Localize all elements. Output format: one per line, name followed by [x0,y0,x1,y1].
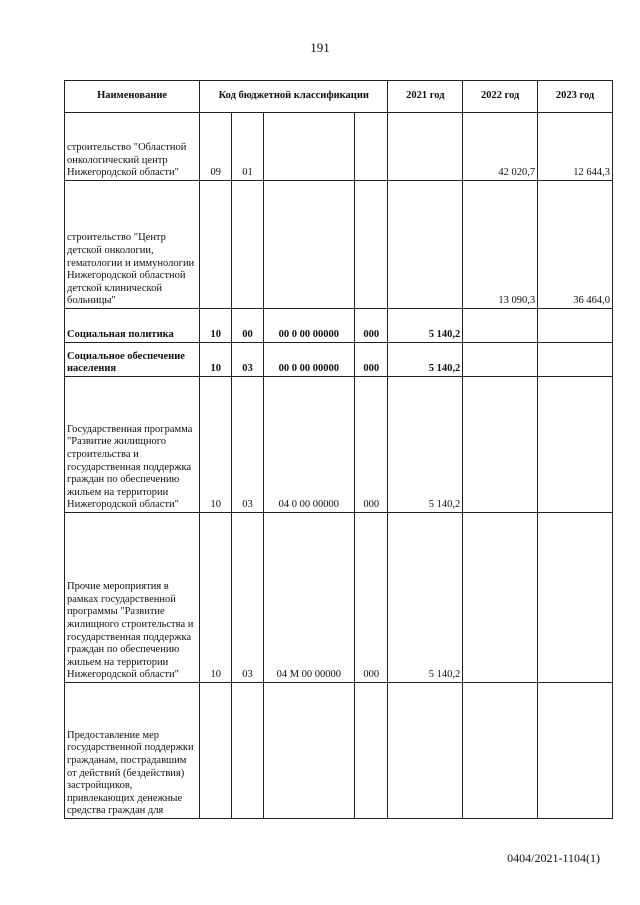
code-target: 00 0 00 00000 [263,309,355,343]
code-target [263,113,355,181]
header-code: Код бюджетной классификации [200,81,388,113]
value-2022: 13 090,3 [463,181,538,309]
budget-table [64,80,613,819]
code-expense-type: 000 [355,377,388,513]
code-target: 04 М 00 00000 [263,513,355,683]
value-2022 [463,377,538,513]
code-expense-type [355,683,388,819]
value-2023: 12 644,3 [538,113,613,181]
table-row [65,309,613,343]
page-number: 191 [310,40,330,55]
code-target [263,683,355,819]
table-row [65,377,613,513]
row-name: строительство "Центр детской онкологии, гематологии и иммунологии Нижегородской областной детской клинической больницы" [65,181,200,309]
document-number: 0404/2021-1104(1) [507,851,600,865]
code-expense-type [355,113,388,181]
code-subsection: 03 [232,377,263,513]
row-name: Государственная программа "Развитие жилищного строительства и государственная поддержка граждан по обеспечению жильем на территории Нижегородской области" [65,377,200,513]
code-target [263,181,355,309]
code-subsection [232,683,263,819]
value-2023 [538,309,613,343]
value-2021 [388,683,463,819]
code-section: 09 [200,113,232,181]
code-target: 04 0 00 00000 [263,377,355,513]
code-subsection: 03 [232,343,263,377]
value-2023 [538,683,613,819]
value-2021: 5 140,2 [388,343,463,377]
value-2022 [463,343,538,377]
header-2023: 2023 год [538,81,613,113]
value-2023 [538,513,613,683]
value-2023 [538,377,613,513]
table-row [65,683,613,819]
code-section: 10 [200,513,232,683]
row-name: Прочие мероприятия в рамках государственной программы "Развитие жилищного строительства и государственная поддержка граждан по обеспечению жильем на территории Нижегородской области" [65,513,200,683]
table-row [65,113,613,181]
value-2021: 5 140,2 [388,377,463,513]
code-section: 10 [200,309,232,343]
row-name: Социальная политика [65,309,200,343]
table-header-row [65,81,613,113]
code-section [200,683,232,819]
code-section: 10 [200,343,232,377]
header-name: Наименование [65,81,200,113]
header-2022: 2022 год [463,81,538,113]
table-row [65,181,613,309]
value-2022 [463,513,538,683]
code-target: 00 0 00 00000 [263,343,355,377]
code-subsection: 03 [232,513,263,683]
value-2023 [538,343,613,377]
row-name: строительство "Областной онкологический центр Нижегородской области" [65,113,200,181]
row-name: Предоставление мер государственной поддержки гражданам, пострадавшим от действий (бездействия) застройщиков, привлекающих денежные средства граждан для [65,683,200,819]
value-2021 [388,113,463,181]
code-expense-type: 000 [355,343,388,377]
code-expense-type: 000 [355,513,388,683]
header-2021: 2021 год [388,81,463,113]
value-2021: 5 140,2 [388,309,463,343]
code-section: 10 [200,377,232,513]
row-name: Социальное обеспечение населения [65,343,200,377]
value-2023: 36 464,0 [538,181,613,309]
code-subsection [232,181,263,309]
value-2022 [463,309,538,343]
code-section [200,181,232,309]
code-subsection: 01 [232,113,263,181]
table-row [65,343,613,377]
value-2022 [463,683,538,819]
code-subsection: 00 [232,309,263,343]
code-expense-type: 000 [355,309,388,343]
code-expense-type [355,181,388,309]
value-2021: 5 140,2 [388,513,463,683]
table-row [65,513,613,683]
value-2021 [388,181,463,309]
value-2022: 42 020,7 [463,113,538,181]
